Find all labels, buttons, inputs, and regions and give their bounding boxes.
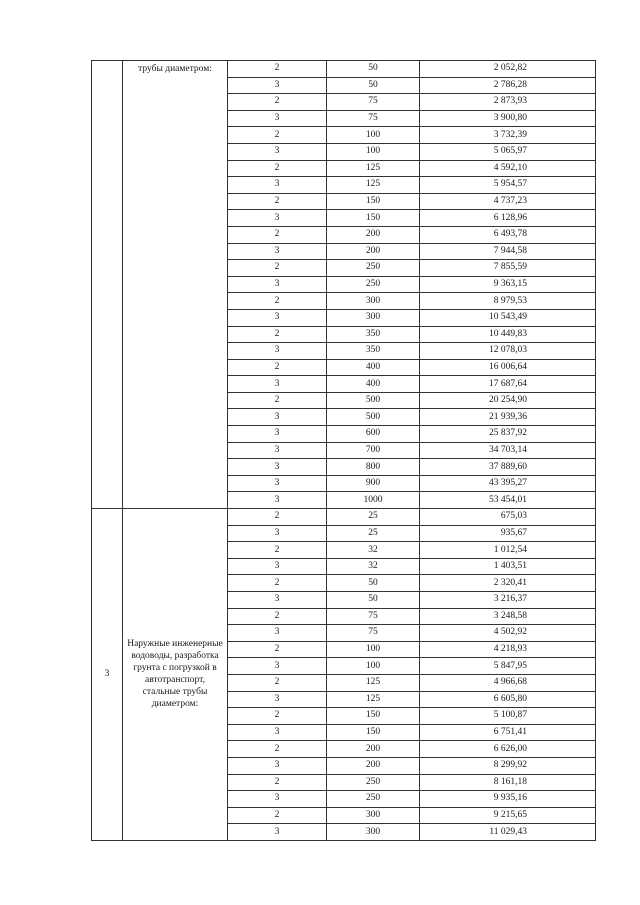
price-table bbox=[91, 60, 596, 841]
diameter-cell: 125 bbox=[327, 691, 420, 708]
diameter-cell: 200 bbox=[327, 243, 420, 260]
price-cell: 3 216,37 bbox=[420, 592, 596, 609]
category-cell: 2 bbox=[228, 226, 327, 243]
price-cell: 16 006,64 bbox=[420, 359, 596, 376]
diameter-cell: 900 bbox=[327, 475, 420, 492]
table-row bbox=[92, 61, 596, 78]
category-cell: 2 bbox=[228, 807, 327, 824]
price-cell: 2 786,28 bbox=[420, 77, 596, 94]
diameter-cell: 75 bbox=[327, 625, 420, 642]
diameter-cell: 250 bbox=[327, 260, 420, 277]
category-cell: 2 bbox=[228, 293, 327, 310]
table-row bbox=[92, 509, 596, 526]
category-cell: 3 bbox=[228, 343, 327, 360]
category-cell: 3 bbox=[228, 592, 327, 609]
category-cell: 3 bbox=[228, 243, 327, 260]
diameter-cell: 125 bbox=[327, 160, 420, 177]
category-cell: 2 bbox=[228, 774, 327, 791]
category-cell: 3 bbox=[228, 475, 327, 492]
price-cell: 4 737,23 bbox=[420, 193, 596, 210]
category-cell: 3 bbox=[228, 625, 327, 642]
price-cell: 10 543,49 bbox=[420, 309, 596, 326]
diameter-cell: 150 bbox=[327, 708, 420, 725]
price-cell: 6 626,00 bbox=[420, 741, 596, 758]
diameter-cell: 300 bbox=[327, 309, 420, 326]
price-cell: 6 128,96 bbox=[420, 210, 596, 227]
diameter-cell: 32 bbox=[327, 542, 420, 559]
price-cell: 7 944,58 bbox=[420, 243, 596, 260]
category-cell: 3 bbox=[228, 143, 327, 160]
diameter-cell: 500 bbox=[327, 392, 420, 409]
category-cell: 2 bbox=[228, 542, 327, 559]
price-cell: 43 395,27 bbox=[420, 475, 596, 492]
price-cell: 675,03 bbox=[420, 509, 596, 526]
price-cell: 12 078,03 bbox=[420, 343, 596, 360]
price-cell: 20 254,90 bbox=[420, 392, 596, 409]
diameter-cell: 350 bbox=[327, 343, 420, 360]
price-cell: 935,67 bbox=[420, 525, 596, 542]
diameter-cell: 400 bbox=[327, 376, 420, 393]
category-cell: 3 bbox=[228, 691, 327, 708]
category-cell: 3 bbox=[228, 658, 327, 675]
price-cell: 6 751,41 bbox=[420, 724, 596, 741]
category-cell: 3 bbox=[228, 558, 327, 575]
diameter-cell: 25 bbox=[327, 509, 420, 526]
category-cell: 3 bbox=[228, 757, 327, 774]
category-cell: 2 bbox=[228, 61, 327, 78]
price-cell: 6 493,78 bbox=[420, 226, 596, 243]
price-cell: 8 979,53 bbox=[420, 293, 596, 310]
diameter-cell: 250 bbox=[327, 276, 420, 293]
category-cell: 3 bbox=[228, 824, 327, 841]
category-cell: 3 bbox=[228, 426, 327, 443]
diameter-cell: 150 bbox=[327, 724, 420, 741]
price-cell: 5 065,97 bbox=[420, 143, 596, 160]
price-cell: 4 592,10 bbox=[420, 160, 596, 177]
category-cell: 3 bbox=[228, 77, 327, 94]
diameter-cell: 800 bbox=[327, 459, 420, 476]
category-cell: 3 bbox=[228, 376, 327, 393]
category-cell: 3 bbox=[228, 110, 327, 127]
diameter-cell: 25 bbox=[327, 525, 420, 542]
diameter-cell: 300 bbox=[327, 293, 420, 310]
diameter-cell: 100 bbox=[327, 641, 420, 658]
diameter-cell: 75 bbox=[327, 94, 420, 111]
price-cell: 2 873,93 bbox=[420, 94, 596, 111]
price-cell: 17 687,64 bbox=[420, 376, 596, 393]
price-cell: 3 900,80 bbox=[420, 110, 596, 127]
diameter-cell: 75 bbox=[327, 110, 420, 127]
category-cell: 3 bbox=[228, 276, 327, 293]
price-cell: 53 454,01 bbox=[420, 492, 596, 509]
category-cell: 3 bbox=[228, 724, 327, 741]
price-cell: 5 100,87 bbox=[420, 708, 596, 725]
diameter-cell: 400 bbox=[327, 359, 420, 376]
diameter-cell: 350 bbox=[327, 326, 420, 343]
diameter-cell: 50 bbox=[327, 592, 420, 609]
price-cell: 9 215,65 bbox=[420, 807, 596, 824]
category-cell: 3 bbox=[228, 791, 327, 808]
diameter-cell: 300 bbox=[327, 824, 420, 841]
price-cell: 34 703,14 bbox=[420, 442, 596, 459]
category-cell: 2 bbox=[228, 674, 327, 691]
diameter-cell: 250 bbox=[327, 774, 420, 791]
category-cell: 2 bbox=[228, 608, 327, 625]
category-cell: 2 bbox=[228, 575, 327, 592]
price-cell: 4 218,93 bbox=[420, 641, 596, 658]
category-cell: 2 bbox=[228, 708, 327, 725]
price-cell: 5 847,95 bbox=[420, 658, 596, 675]
diameter-cell: 200 bbox=[327, 757, 420, 774]
category-cell: 2 bbox=[228, 94, 327, 111]
diameter-cell: 32 bbox=[327, 558, 420, 575]
price-cell: 5 954,57 bbox=[420, 177, 596, 194]
diameter-cell: 100 bbox=[327, 658, 420, 675]
category-cell: 3 bbox=[228, 309, 327, 326]
section-description: трубы диаметром: bbox=[123, 61, 228, 509]
diameter-cell: 150 bbox=[327, 210, 420, 227]
price-cell: 21 939,36 bbox=[420, 409, 596, 426]
price-table-body bbox=[92, 61, 596, 841]
category-cell: 3 bbox=[228, 525, 327, 542]
diameter-cell: 150 bbox=[327, 193, 420, 210]
diameter-cell: 50 bbox=[327, 575, 420, 592]
diameter-cell: 300 bbox=[327, 807, 420, 824]
price-cell: 2 320,41 bbox=[420, 575, 596, 592]
category-cell: 2 bbox=[228, 641, 327, 658]
price-cell: 2 052,82 bbox=[420, 61, 596, 78]
section-number: 3 bbox=[92, 509, 123, 841]
category-cell: 2 bbox=[228, 741, 327, 758]
category-cell: 2 bbox=[228, 160, 327, 177]
diameter-cell: 75 bbox=[327, 608, 420, 625]
price-cell: 8 299,92 bbox=[420, 757, 596, 774]
diameter-cell: 600 bbox=[327, 426, 420, 443]
price-cell: 3 732,39 bbox=[420, 127, 596, 144]
section-description: Наружные инженерные водоводы, разработка грунта с погрузкой в автотранспорт, стальные трубы диаметром: bbox=[123, 509, 228, 841]
price-cell: 37 889,60 bbox=[420, 459, 596, 476]
category-cell: 2 bbox=[228, 509, 327, 526]
price-cell: 25 837,92 bbox=[420, 426, 596, 443]
price-cell: 9 363,15 bbox=[420, 276, 596, 293]
price-cell: 6 605,80 bbox=[420, 691, 596, 708]
category-cell: 3 bbox=[228, 409, 327, 426]
category-cell: 3 bbox=[228, 442, 327, 459]
price-cell: 11 029,43 bbox=[420, 824, 596, 841]
category-cell: 2 bbox=[228, 260, 327, 277]
diameter-cell: 50 bbox=[327, 77, 420, 94]
price-cell: 7 855,59 bbox=[420, 260, 596, 277]
diameter-cell: 500 bbox=[327, 409, 420, 426]
price-cell: 1 012,54 bbox=[420, 542, 596, 559]
diameter-cell: 125 bbox=[327, 674, 420, 691]
price-cell: 10 449,83 bbox=[420, 326, 596, 343]
category-cell: 3 bbox=[228, 492, 327, 509]
price-cell: 1 403,51 bbox=[420, 558, 596, 575]
diameter-cell: 100 bbox=[327, 143, 420, 160]
diameter-cell: 700 bbox=[327, 442, 420, 459]
category-cell: 2 bbox=[228, 326, 327, 343]
diameter-cell: 50 bbox=[327, 61, 420, 78]
section-number bbox=[92, 61, 123, 509]
category-cell: 2 bbox=[228, 127, 327, 144]
category-cell: 3 bbox=[228, 459, 327, 476]
price-cell: 3 248,58 bbox=[420, 608, 596, 625]
price-cell: 4 966,68 bbox=[420, 674, 596, 691]
diameter-cell: 200 bbox=[327, 741, 420, 758]
category-cell: 3 bbox=[228, 177, 327, 194]
price-cell: 9 935,16 bbox=[420, 791, 596, 808]
price-cell: 4 502,92 bbox=[420, 625, 596, 642]
category-cell: 2 bbox=[228, 392, 327, 409]
diameter-cell: 250 bbox=[327, 791, 420, 808]
diameter-cell: 125 bbox=[327, 177, 420, 194]
category-cell: 2 bbox=[228, 193, 327, 210]
price-cell: 8 161,18 bbox=[420, 774, 596, 791]
diameter-cell: 1000 bbox=[327, 492, 420, 509]
diameter-cell: 100 bbox=[327, 127, 420, 144]
category-cell: 2 bbox=[228, 359, 327, 376]
diameter-cell: 200 bbox=[327, 226, 420, 243]
category-cell: 3 bbox=[228, 210, 327, 227]
